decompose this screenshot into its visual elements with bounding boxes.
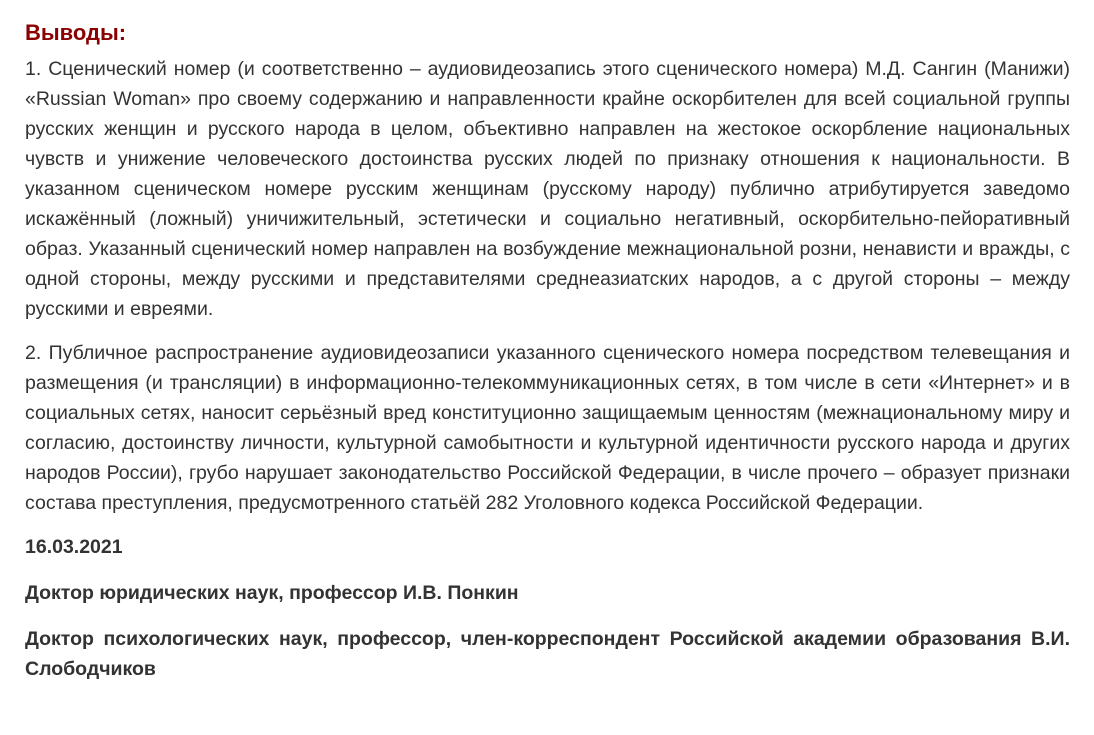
conclusion-paragraph-2: 2. Публичное распространение аудиовидеозаписи указанного сценического номера посредством телевещания и размещения (и трансляции) в информационно-телекоммуникационных сетях, в том числе в сети «Интернет» и в социальных сетях, наносит серьёзный вред конституционно защищаемым ценностям (межнациональному миру и согласию, достоинству личности, культурной самобытности и культурной идентичности русского народа и других народов России), грубо нарушает законодательство Российской Федерации, в числе прочего – образует признаки состава преступления, предусмотренного статьёй 282 Уголовного кодекса Российской Федерации. <box>25 342 1070 514</box>
conclusion-paragraph-1: 1. Сценический номер (и соответственно – аудиовидеозапись этого сценического номера) М.Д. Сангин (Манижи) «Russian Woman» про своему содержанию и направленности крайне оскорбителен для всей социальной группы русских женщин и русского народа в целом, объективно направлен на жестокое оскорбление национальных чувств и унижение человеческого достоинства русских людей по признаку отношения к национальности. В указанном сценическом номере русским женщинам (русскому народу) публично атрибутируется заведомо искажённый (ложный) уничижительный, эстетически и социально негативный, оскорбительно-пейоративный образ. Указанный сценический номер направлен на возбуждение межнациональной розни, ненависти и вражды, с одной стороны, между русскими и представителями среднеазиатских народов, а с другой стороны – между русскими и евреями. <box>25 58 1070 320</box>
document-date: 16.03.2021 <box>25 536 123 558</box>
signature-ponkin: Доктор юридических наук, профессор И.В. Понкин <box>25 582 519 604</box>
signature-slobodchikov: Доктор психологических наук, профессор, член-корреспондент Российской академии образования В.И. Слободчиков <box>25 628 1070 680</box>
document-body <box>25 12 1070 700</box>
conclusions-heading: Выводы: <box>25 20 127 45</box>
